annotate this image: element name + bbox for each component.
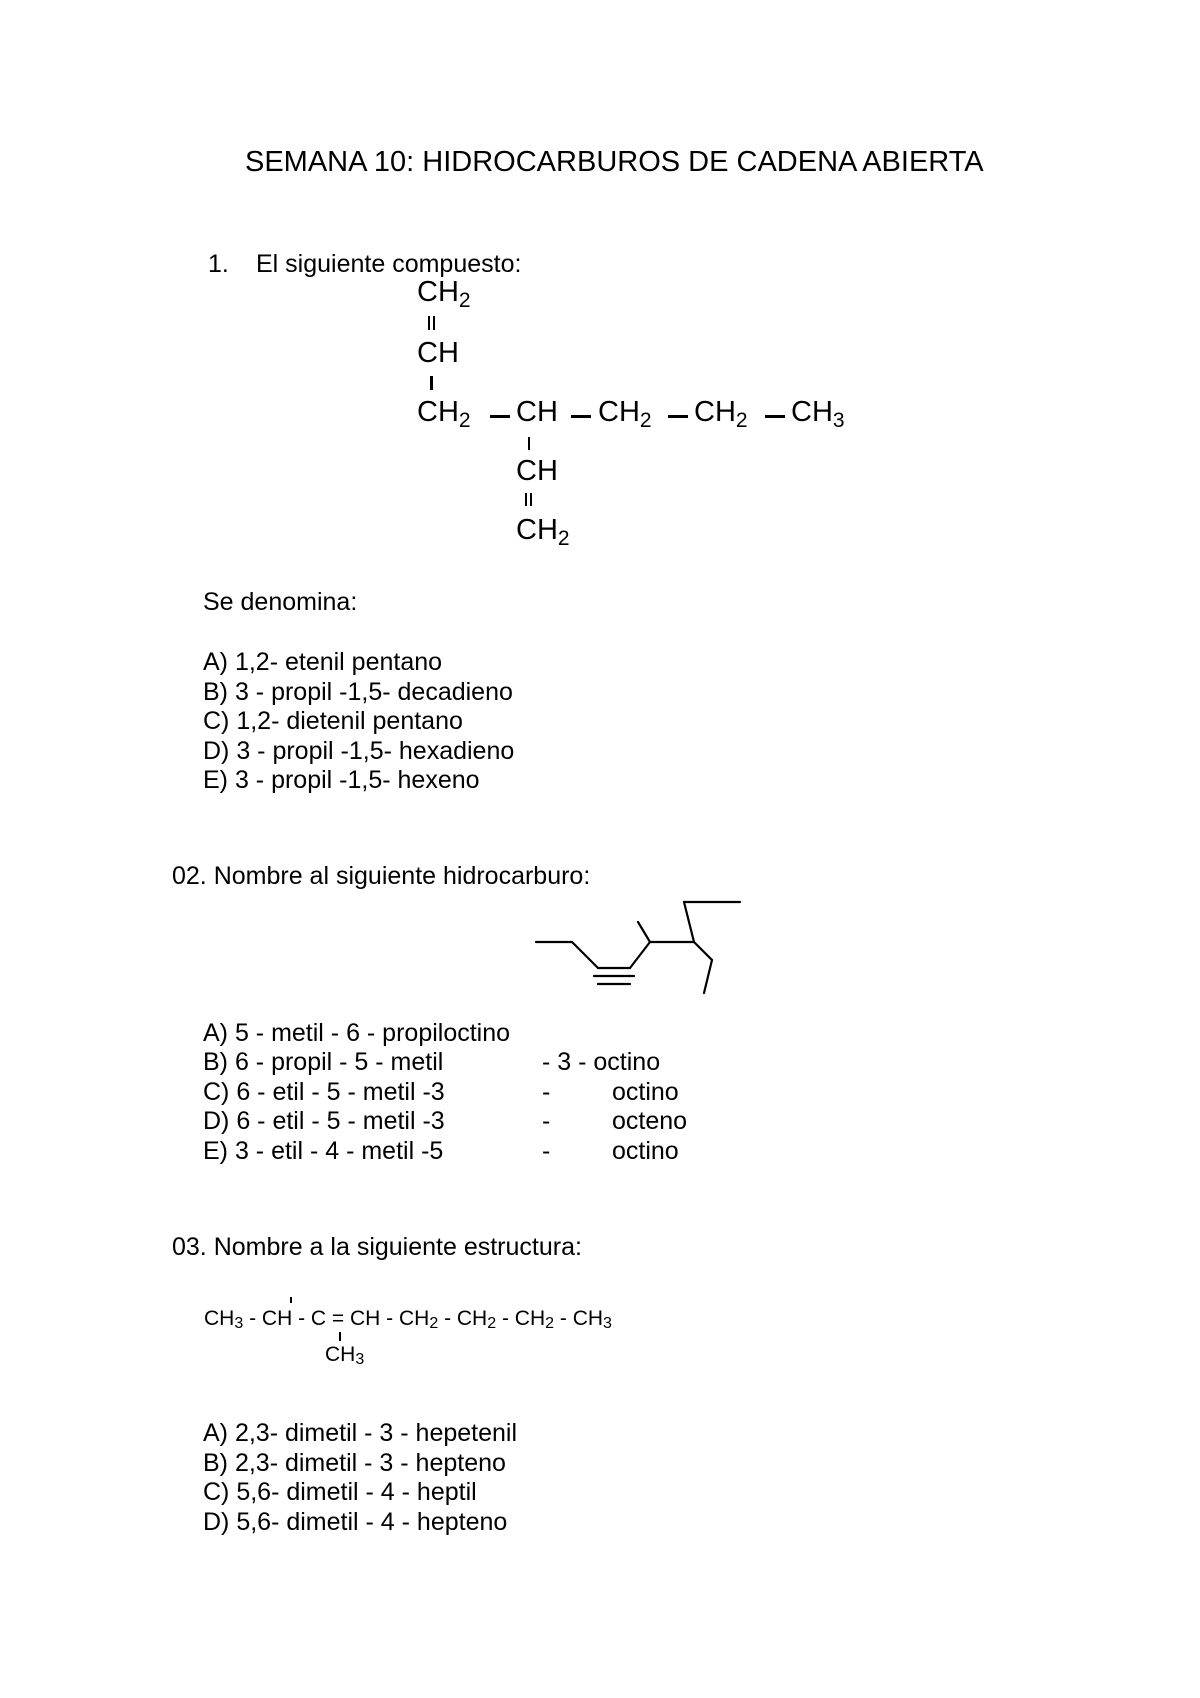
q1-chain-2: CH [516,396,558,428]
q3-branch-bond [339,1332,341,1341]
q1-single-bond-bottom [528,437,530,450]
q2-option-e-name: octino [612,1137,679,1165]
q1-chain-1: $CH_2$ [417,396,471,432]
q1-chain-4: $CH_2$ [694,396,748,432]
q1-option-a: A) 1,2- etenil pentano [203,648,443,676]
q2-option-d-dash: - [542,1107,551,1135]
q2-option-b: B) 6 - propil - 5 - metil [203,1048,444,1076]
q1-ch: CH [417,337,459,369]
q2-skeletal-structure [530,898,760,1008]
q1-bottom-ch: CH [516,455,558,487]
q1-top-ch2: $CH_2$ [417,276,471,312]
q1-double-bond-top-2 [433,316,435,330]
q3-prompt: 03. Nombre a la siguiente estructura: [172,1233,582,1261]
q1-option-c: C) 1,2- dietenil pentano [203,707,463,735]
q1-chain-5: $CH_3$ [791,396,845,432]
q2-option-b-tail: - 3 - octino [542,1048,661,1076]
q2-prompt: 02. Nombre al siguiente hidrocarburo: [172,862,591,890]
page-title: SEMANA 10: HIDROCARBUROS DE CADENA ABIERTA [245,146,984,178]
q1-chain-bond-4 [765,415,785,418]
q1-double-bond-top [428,316,430,330]
q1-bottom-ch2: $CH_2$ [516,514,570,550]
q1-option-e: E) 3 - propil -1,5- hexeno [203,766,480,794]
q1-number: 1. [208,250,229,278]
q2-methyl [638,922,650,942]
q3-option-d: D) 5,6- dimetil - 4 - hepteno [203,1508,508,1536]
q2-option-c-dash: - [542,1078,551,1106]
q3-formula: $CH_3$ - CH - C = CH - $CH_2 - CH_2 - CH_2 - CH_3$ [204,1307,612,1332]
q3-branch-ch3: $CH_3$ [325,1343,365,1368]
q2-bond-7 [694,942,712,960]
q2-bond-3 [630,942,650,968]
q1-chain-bond-3 [668,415,688,418]
q1-double-bond-bottom [525,493,527,506]
q1-lead: Se denomina: [203,588,358,616]
q2-bond-2 [572,942,598,968]
q3-option-c: C) 5,6- dimetil - 4 - heptil [203,1478,477,1506]
q1-chain-3: $CH_2$ [598,396,652,432]
q2-option-d: D) 6 - etil - 5 - metil -3 [203,1107,445,1135]
q1-double-bond-bottom-2 [530,493,532,506]
q3-option-a: A) 2,3- dimetil - 3 - hepetenil [203,1419,518,1447]
q2-bond-5 [684,902,694,942]
q2-option-d-name: octeno [612,1107,688,1135]
q2-option-c: C) 6 - etil - 5 - metil -3 [203,1078,445,1106]
q1-option-b: B) 3 - propil -1,5- decadieno [203,678,513,706]
q2-option-e: E) 3 - etil - 4 - metil -5 [203,1137,444,1165]
q2-option-e-dash: - [542,1137,551,1165]
q3-tick-top [290,1297,292,1303]
q3-option-b: B) 2,3- dimetil - 3 - hepteno [203,1449,506,1477]
q2-option-c-name: octino [612,1078,679,1106]
q1-single-bond-top [430,376,433,390]
q1-prompt: El siguiente compuesto: [256,250,522,278]
q1-chain-bond-1 [490,415,510,418]
q2-bond-8 [704,960,712,993]
q1-chain-bond-2 [571,415,591,418]
q2-option-a: A) 5 - metil - 6 - propiloctino [203,1019,511,1047]
q1-option-d: D) 3 - propil -1,5- hexadieno [203,737,515,765]
